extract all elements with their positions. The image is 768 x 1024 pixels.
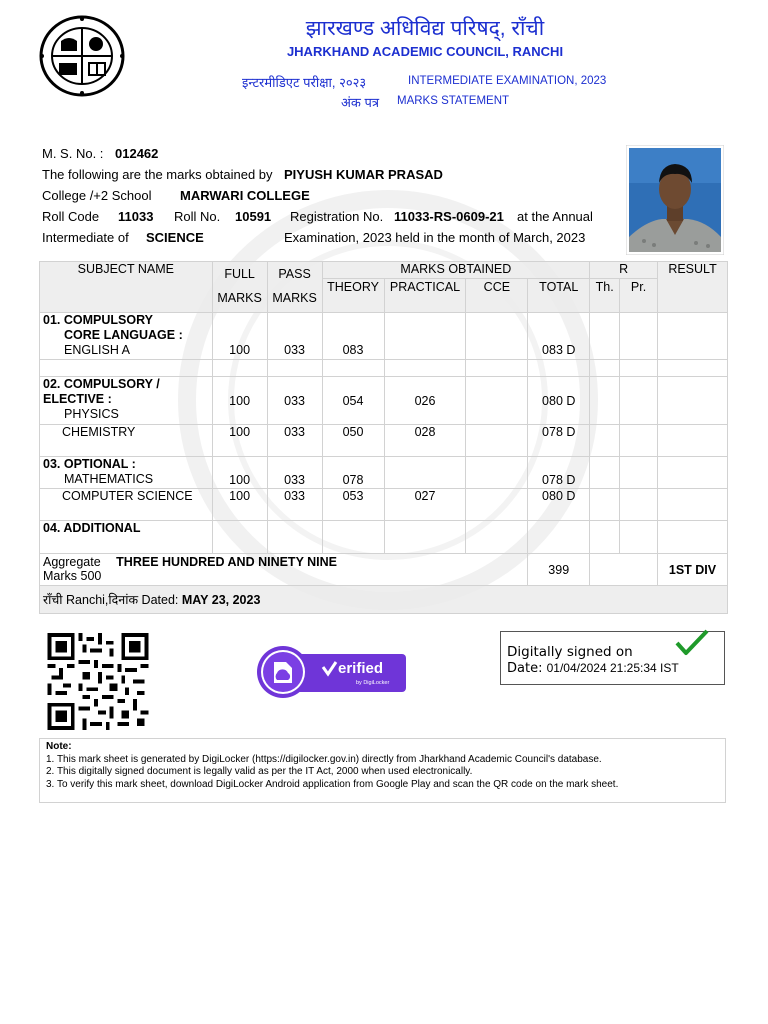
- note-item: 3. To verify this mark sheet, download DigiLocker Android application from Google Play and scan the QR code on the mark sheet.: [46, 778, 619, 790]
- intermediate-label: Intermediate of: [42, 230, 129, 245]
- header-cce: CCE: [466, 279, 528, 313]
- chemistry-total: 078 D: [528, 425, 590, 457]
- stream: SCIENCE: [146, 230, 204, 245]
- student-name: PIYUSH KUMAR PRASAD: [284, 167, 443, 182]
- maths-total: 078 D: [528, 457, 590, 489]
- chemistry-theory: 050: [322, 425, 384, 457]
- physics-pass-marks: 033: [267, 377, 322, 425]
- note-item: 1. This mark sheet is generated by DigiLocker (https://digilocker.gov.in) directly from Jharkhand Academic Council's database.: [46, 753, 602, 765]
- header-th: Th.: [590, 279, 620, 313]
- table-row: [40, 457, 728, 489]
- title-english: JHARKHAND ACADEMIC COUNCIL, RANCHI: [286, 44, 564, 59]
- header-result: RESULT: [658, 262, 728, 313]
- header-theory: THEORY: [322, 279, 384, 313]
- college-name: MARWARI COLLEGE: [180, 188, 310, 203]
- header-total: TOTAL: [528, 279, 590, 313]
- verified-subtext: by DigiLocker: [356, 680, 390, 686]
- college-label: College /+2 School: [42, 188, 152, 203]
- ms-label: M. S. No. :: [42, 146, 104, 161]
- aggregate-cell: Aggregate THREE HUNDRED AND NINETY NINE Marks 500: [40, 554, 528, 586]
- roll-no-label: Roll No.: [174, 209, 221, 224]
- header-pr: Pr.: [620, 279, 658, 313]
- group-compulsory-elective: 02. COMPULSORY / ELECTIVE : PHYSICS: [40, 377, 213, 425]
- statement-hindi: अंक पत्र: [341, 95, 380, 110]
- aggregate-row: [40, 554, 728, 586]
- dated-row: [40, 586, 728, 614]
- cs-total: 080 D: [528, 489, 590, 521]
- obtained-label: The following are the marks obtained by: [42, 167, 273, 182]
- english-total: 083 D: [528, 313, 590, 360]
- verified-text: erified: [338, 660, 384, 677]
- signature-title: Digitally signed on: [507, 644, 633, 660]
- english-practical: [384, 313, 466, 360]
- result-division: 1ST DIV: [658, 554, 728, 586]
- council-seal-logo: [39, 15, 125, 97]
- verified-badge: [256, 645, 408, 700]
- header-pass-marks: PASS MARKS: [267, 262, 322, 313]
- group-compulsory-core: 01. COMPULSORY CORE LANGUAGE : ENGLISH A: [40, 313, 213, 360]
- cs-full-marks: 100: [212, 489, 267, 521]
- note-item: 2. This digitally signed document is legally valid as per the IT Act, 2000 when used electronically.: [46, 766, 473, 777]
- header-r: R: [590, 262, 658, 279]
- check-icon: [675, 629, 709, 657]
- header-practical: PRACTICAL: [384, 279, 466, 313]
- notes-title: Note:: [46, 741, 72, 752]
- table-row: [40, 377, 728, 425]
- roll-code: 11033: [118, 209, 154, 224]
- physics-theory: 054: [322, 377, 384, 425]
- physics-full-marks: 100: [212, 377, 267, 425]
- group-additional: 04. ADDITIONAL: [40, 521, 213, 554]
- table-row: [40, 489, 728, 521]
- chemistry-full-marks: 100: [212, 425, 267, 457]
- digital-signature-box: [500, 631, 725, 685]
- maths-pass-marks: 033: [267, 457, 322, 489]
- statement-english: MARKS STATEMENT: [397, 95, 510, 107]
- physics-practical: 026: [384, 377, 466, 425]
- registration-no: 11033-RS-0609-21: [394, 209, 504, 224]
- chemistry-name: CHEMISTRY: [40, 425, 213, 457]
- chemistry-pass-marks: 033: [267, 425, 322, 457]
- annual-label: at the Annual: [517, 209, 593, 224]
- exam-hindi: इन्टरमीडिएट परीक्षा, २०२३: [242, 75, 367, 90]
- dated-cell: राँची Ranchi,दिनांक Dated: MAY 23, 2023: [40, 586, 728, 614]
- roll-no: 10591: [235, 209, 272, 224]
- english-pass-marks: 033: [267, 313, 322, 360]
- chemistry-practical: 028: [384, 425, 466, 457]
- table-row: [40, 521, 728, 554]
- cs-practical: 027: [384, 489, 466, 521]
- cs-theory: 053: [322, 489, 384, 521]
- table-row: [40, 425, 728, 457]
- qr-code: [46, 633, 150, 730]
- signature-date: Date: 01/04/2024 21:25:34 IST: [507, 661, 679, 676]
- maths-full-marks: 100: [212, 457, 267, 489]
- header-full-marks: FULL MARKS: [212, 262, 267, 313]
- verified-badge-graphic: [256, 645, 408, 700]
- exam-english: INTERMEDIATE EXAMINATION, 2023: [408, 75, 607, 87]
- marks-table: [39, 261, 728, 614]
- cs-pass-marks: 033: [267, 489, 322, 521]
- table-row: [40, 313, 728, 360]
- roll-code-label: Roll Code: [42, 209, 100, 224]
- notes-box: [39, 738, 726, 803]
- maths-theory: 078: [322, 457, 384, 489]
- group-optional: 03. OPTIONAL : MATHEMATICS: [40, 457, 213, 489]
- aggregate-total: 399: [528, 554, 590, 586]
- ms-number: 012462: [115, 146, 159, 161]
- cs-name: COMPUTER SCIENCE: [40, 489, 213, 521]
- exam-held-text: Examination, 2023 held in the month of March, 2023: [284, 230, 586, 245]
- english-theory: 083: [322, 313, 384, 360]
- maths-practical: [384, 457, 466, 489]
- header-subject-name: SUBJECT NAME: [40, 262, 213, 313]
- registration-label: Registration No.: [290, 209, 384, 224]
- header-marks-obtained: MARKS OBTAINED: [322, 262, 590, 279]
- english-full-marks: 100: [212, 313, 267, 360]
- student-photo: [626, 145, 724, 255]
- physics-total: 080 D: [528, 377, 590, 425]
- title-hindi: झारखण्ड अधिविद्य परिषद्, राँची: [305, 17, 545, 40]
